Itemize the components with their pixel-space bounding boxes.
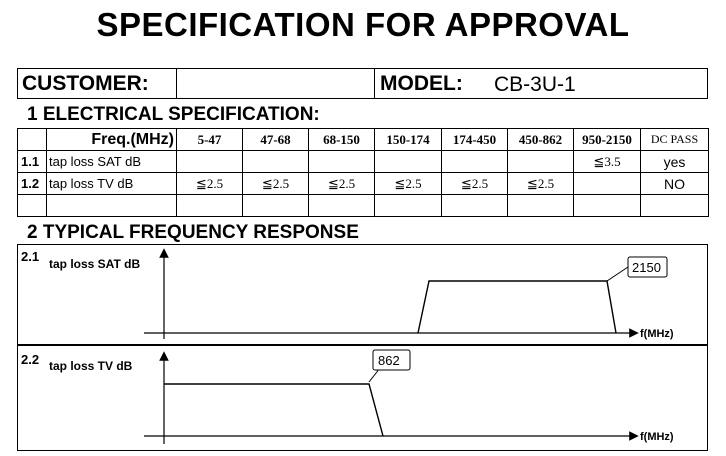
row-number <box>18 195 47 217</box>
sat-response-curve <box>418 281 616 333</box>
table-cell <box>442 195 508 217</box>
row-name: tap loss TV dB <box>47 173 177 195</box>
table-cell <box>177 151 243 173</box>
table-cell <box>375 151 442 173</box>
section-2-title: 2 TYPICAL FREQUENCY RESPONSE <box>27 222 359 243</box>
sat-response-chart <box>18 245 707 344</box>
table-cell: ≦2.5 <box>243 173 309 195</box>
table-cell <box>508 195 574 217</box>
header-divider-2 <box>374 68 375 99</box>
table-cell <box>574 195 641 217</box>
callout-label: 2150 <box>632 260 661 275</box>
callout-leader <box>607 267 628 281</box>
header-divider-1 <box>176 68 177 99</box>
x-axis-label: f(MHz) <box>640 431 674 443</box>
frequency-response-plot-sat <box>17 244 708 345</box>
table-cell: ≦2.5 <box>508 173 574 195</box>
table-row <box>18 151 709 173</box>
table-cell: ≦3.5 <box>574 151 641 173</box>
customer-label: CUSTOMER: <box>22 72 149 95</box>
tv-response-curve <box>164 384 383 436</box>
table-cell <box>574 173 641 195</box>
column-header: 950-2150 <box>574 129 641 151</box>
table-cell <box>243 195 309 217</box>
column-header: 5-47 <box>177 129 243 151</box>
model-label: MODEL: <box>380 72 463 95</box>
plot-number: 2.1 <box>21 249 40 264</box>
table-row <box>18 173 709 195</box>
column-header: 68-150 <box>309 129 375 151</box>
table-cell: ≦2.5 <box>309 173 375 195</box>
section-1-title: 1 ELECTRICAL SPECIFICATION: <box>27 104 320 125</box>
callout-label: 862 <box>378 353 400 368</box>
table-cell: ≦2.5 <box>375 173 442 195</box>
table-cell <box>177 195 243 217</box>
table-cell <box>309 151 375 173</box>
model-value: CB-3U-1 <box>494 73 576 96</box>
table-cell: yes <box>641 151 709 173</box>
column-header: 150-174 <box>375 129 442 151</box>
table-cell <box>375 195 442 217</box>
column-header: 174-450 <box>442 129 508 151</box>
table-cell <box>641 195 709 217</box>
column-header: DC PASS <box>641 129 709 151</box>
table-header-row <box>18 129 709 151</box>
table-cell: ≦2.5 <box>442 173 508 195</box>
table-cell <box>508 151 574 173</box>
table-cell <box>442 151 508 173</box>
plot-ylabel: tap loss TV dB <box>49 359 133 373</box>
page-title: SPECIFICATION FOR APPROVAL <box>96 6 630 43</box>
tv-response-chart <box>18 346 707 450</box>
column-header: 450-862 <box>508 129 574 151</box>
row-name <box>47 195 177 217</box>
x-axis-label: f(MHz) <box>640 328 674 340</box>
table-cell: NO <box>641 173 709 195</box>
row-number: 1.2 <box>18 173 47 195</box>
table-cell <box>243 151 309 173</box>
row-name: tap loss SAT dB <box>47 151 177 173</box>
table-cell: ≦2.5 <box>177 173 243 195</box>
plot-number: 2.2 <box>21 352 40 367</box>
column-header: 47-68 <box>243 129 309 151</box>
blank-cell <box>18 129 47 151</box>
frequency-response-plot-tv <box>17 345 708 451</box>
row-number: 1.1 <box>18 151 47 173</box>
electrical-spec-table <box>17 128 709 217</box>
table-cell <box>309 195 375 217</box>
freq-label: Freq.(MHz) <box>47 129 177 151</box>
table-row <box>18 195 709 217</box>
plot-ylabel: tap loss SAT dB <box>49 257 141 271</box>
